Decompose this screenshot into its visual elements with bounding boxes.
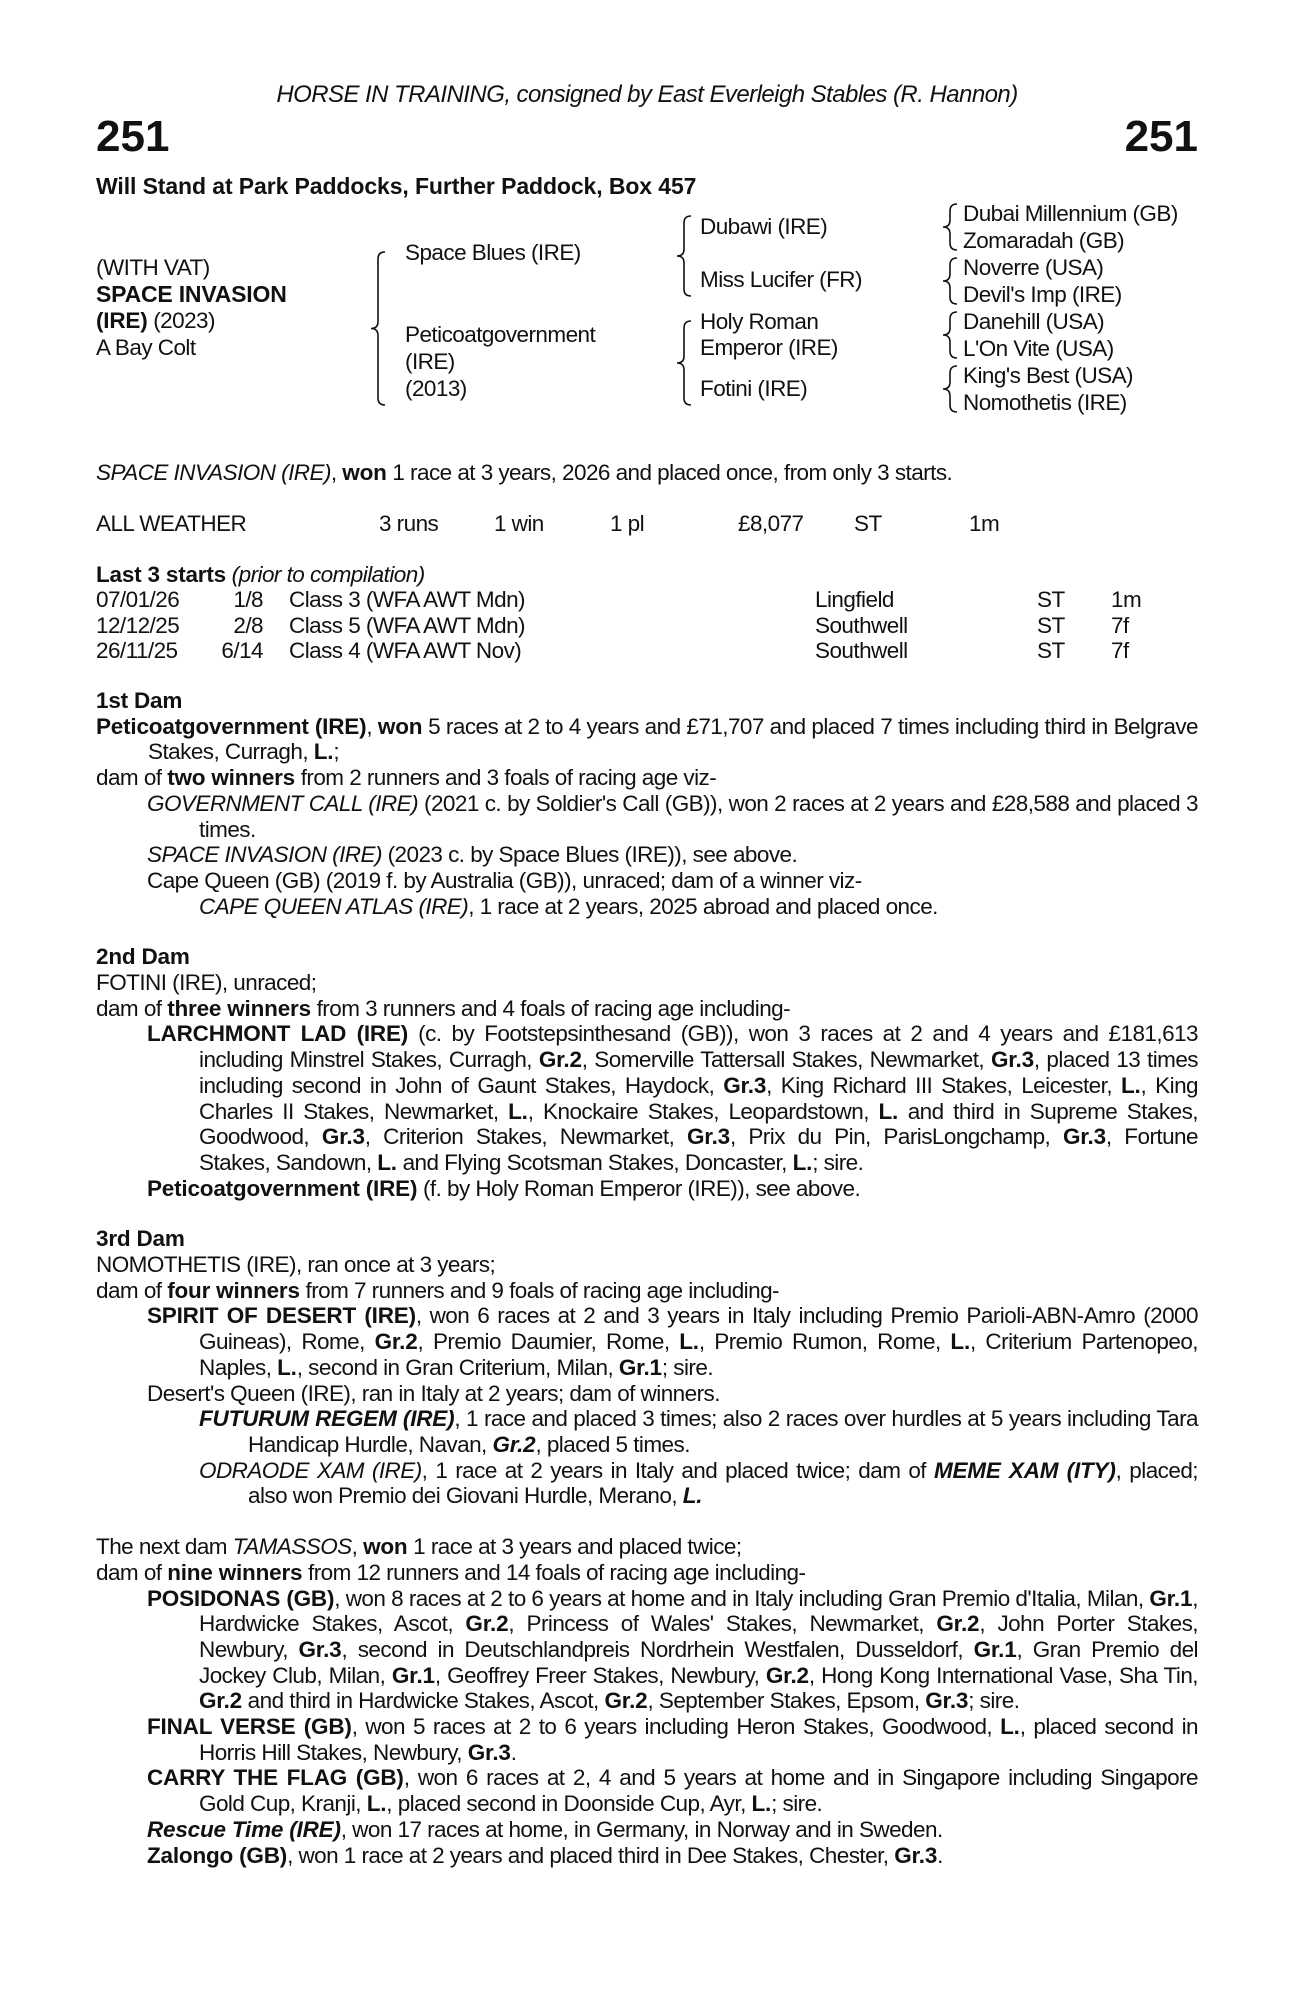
start-going: ST — [1037, 638, 1065, 663]
gen3-ancestor: L'On Vite (USA) — [963, 336, 1114, 361]
text-run: , King Richard III Stakes, Leicester, — [766, 1072, 1121, 1098]
pedigree-entry — [96, 970, 1198, 996]
text-run: , placed 5 times. — [535, 1431, 690, 1457]
text-run: two winners — [167, 765, 295, 791]
horse-description: A Bay Colt — [96, 335, 196, 360]
pedigree-entry — [96, 1021, 1198, 1175]
text-run: SPACE INVASION (IRE) — [96, 460, 331, 485]
text-run: 5 races at 2 to 4 years and £71,707 and placed 7 times including third in Belgrave Stakes, Curragh, — [148, 713, 1198, 765]
text-run: won — [377, 713, 423, 739]
text-run: , won 17 races at home, in Germany, in Norway and in Sweden. — [340, 1816, 943, 1842]
text-run: , Geoffrey Freer Stakes, Newbury, — [434, 1662, 766, 1688]
text-run: CARRY THE FLAG (GB) — [147, 1765, 404, 1791]
pedigree-entry — [96, 1765, 1198, 1816]
text-run: , Premio Daumier, Rome, — [417, 1329, 680, 1355]
text-run: ; — [333, 739, 340, 765]
text-run: , Somerville Tattersall Stakes, Newmarket, — [581, 1047, 991, 1073]
text-run: . — [510, 1739, 517, 1765]
text-run: from 2 runners and 3 foals of racing age viz- — [295, 765, 717, 791]
text-run: , John Porter Stakes, Newbury, — [199, 1611, 1198, 1662]
text-run: (2021 c. by Soldier's Call (GB)), won 2 races at 2 years and £28,588 and placed 3 times. — [199, 790, 1198, 842]
text-run: FUTURUM REGEM (IRE) — [199, 1406, 455, 1432]
gen3-ancestor: Dubai Millennium (GB) — [963, 201, 1178, 226]
text-run: L. — [277, 1354, 297, 1380]
text-run: nine winners — [167, 1559, 303, 1585]
dam-heading: 1st Dam — [96, 688, 183, 713]
text-run: , Hong Kong International Vase, Sha Tin, — [808, 1662, 1198, 1688]
sire-sire: Dubawi (IRE) — [700, 214, 828, 239]
text-run: dam of — [96, 765, 168, 791]
record-prize: £8,077 — [738, 511, 804, 536]
text-run: , placed; also won Premio dei Giovani Hurdle, Merano, — [248, 1457, 1198, 1509]
pedigree-entry — [96, 1817, 1198, 1843]
pedigree-entry — [96, 1381, 1198, 1407]
text-run: dam of — [96, 1277, 168, 1303]
text-run: , — [330, 460, 343, 485]
text-run: CAPE QUEEN ATLAS (IRE) — [199, 893, 469, 919]
pedigree-entry — [96, 1176, 1198, 1202]
sire-dam: Miss Lucifer (FR) — [700, 267, 862, 292]
dam-sire-line-1: Holy Roman — [700, 309, 819, 334]
last-starts-title: Last 3 starts — [96, 562, 226, 587]
text-run: , Fortune Stakes, Sandown, — [199, 1124, 1198, 1175]
pedigree-entry — [96, 714, 1198, 765]
start-date: 26/11/25 — [96, 638, 178, 663]
start-date: 07/01/26 — [96, 587, 180, 612]
text-run: , won 5 races at 2 to 6 years including Heron Stakes, Goodwood, — [351, 1714, 1001, 1740]
text-run: four winners — [167, 1277, 300, 1303]
text-run: , — [366, 713, 378, 739]
text-run: Gr.3 — [1062, 1124, 1106, 1150]
text-run: (2023 c. by Space Blues (IRE)), see above. — [381, 842, 798, 868]
lot-number-right: 251 — [1124, 112, 1198, 161]
text-run: NOMOTHETIS (IRE), ran once at 3 years; — [96, 1252, 496, 1278]
pedigree-entry — [96, 765, 1198, 791]
record-going: ST — [854, 511, 882, 536]
text-run: , placed second in Horris Hill Stakes, Newbury, — [199, 1714, 1198, 1765]
pedigree-entry — [96, 1534, 1198, 1560]
text-run: Gr.3 — [467, 1739, 511, 1765]
dam-heading: 3rd Dam — [96, 1226, 185, 1252]
text-run: Desert's Queen (IRE), ran in Italy at 2 years; dam of winners. — [147, 1380, 720, 1406]
text-run: , Knockaire Stakes, Leopardstown, — [527, 1098, 879, 1124]
text-run: ; sire. — [812, 1149, 864, 1175]
text-run: dam of — [96, 1559, 168, 1585]
brace-gen3-2 — [943, 312, 957, 358]
text-run: three winners — [167, 995, 311, 1021]
text-run: MEME XAM (ITY) — [933, 1457, 1116, 1483]
text-run: ; sire. — [968, 1688, 1020, 1714]
gen3-ancestor: Zomaradah (GB) — [963, 228, 1125, 253]
text-run: L. — [366, 1791, 387, 1817]
text-run: (f. by Holy Roman Emperor (IRE)), see above. — [417, 1175, 861, 1201]
text-run: ODRAODE XAM (IRE) — [199, 1457, 422, 1483]
record-distance: 1m — [969, 511, 1000, 536]
text-run: , Criterion Stakes, Newmarket, — [364, 1124, 687, 1150]
pedigree-entry — [96, 1303, 1198, 1380]
text-run: Peticoatgovernment (IRE) — [147, 1175, 418, 1201]
text-run: LARCHMONT LAD (IRE) — [147, 1021, 409, 1047]
text-run: ; sire. — [771, 1791, 823, 1817]
text-run: L. — [878, 1098, 899, 1124]
text-run: POSIDONAS (GB) — [147, 1585, 335, 1611]
start-course: Southwell — [815, 638, 908, 663]
dam-section — [96, 688, 1198, 919]
text-run: L. — [682, 1483, 703, 1509]
text-run: . — [937, 1842, 943, 1868]
text-run: L. — [1000, 1714, 1020, 1740]
text-run: Gr.1 — [1149, 1585, 1193, 1611]
text-run: Gr.3 — [321, 1124, 365, 1150]
pedigree-entry — [96, 996, 1198, 1022]
text-run: L. — [313, 739, 334, 765]
text-run: Gr.2 — [492, 1431, 536, 1457]
vat-note: (WITH VAT) — [96, 255, 210, 280]
brace-gen3-3 — [943, 366, 957, 412]
pedigree-entry — [96, 1406, 1198, 1457]
start-dist: 7f — [1111, 612, 1129, 638]
horse-year: (2023) — [153, 308, 215, 333]
race-summary — [96, 460, 952, 486]
text-run: , Premio Rumon, Rome, — [698, 1329, 951, 1355]
start-race: Class 4 (WFA AWT Nov) — [289, 638, 522, 663]
text-run: Gr.2 — [465, 1611, 509, 1637]
text-run: SPIRIT OF DESERT (IRE) — [147, 1303, 416, 1329]
text-run: , won 8 races at 2 to 6 years at home and in Italy including Gran Premio d'Italia, Milan, — [334, 1585, 1150, 1611]
text-run: and third in Hardwicke Stakes, Ascot, — [241, 1688, 605, 1714]
text-run: , — [351, 1534, 364, 1560]
brace-parents — [371, 252, 385, 405]
start-pos: 6/14 — [221, 638, 263, 663]
text-run: , Gran Premio del Jockey Club, Milan, — [199, 1636, 1198, 1688]
text-run: Gr.3 — [990, 1047, 1034, 1073]
gen3-ancestor: Noverre (USA) — [963, 255, 1104, 280]
text-run: Gr.3 — [723, 1072, 767, 1098]
start-dist: 7f — [1111, 638, 1129, 663]
start-race: Class 5 (WFA AWT Mdn) — [289, 612, 525, 638]
pedigree-entry — [96, 791, 1198, 842]
text-run: Gr.3 — [925, 1688, 969, 1714]
text-run: Gr.2 — [604, 1688, 648, 1714]
pedigree-entry — [96, 1586, 1198, 1715]
sire: Space Blues (IRE) — [405, 240, 581, 265]
text-run: , King Charles II Stakes, Newmarket, — [199, 1072, 1198, 1124]
pedigree-entry — [96, 842, 1198, 868]
brace-sire-parents — [677, 216, 691, 296]
dam-line-1: Peticoatgovernment — [405, 322, 596, 347]
text-run: Gr.2 — [765, 1662, 809, 1688]
pedigree-entry — [96, 1560, 1198, 1586]
text-run: Gr.1 — [618, 1354, 662, 1380]
dam-section — [96, 1534, 1198, 1868]
text-run: SPACE INVASION (IRE) — [147, 842, 382, 868]
dam-heading: 2nd Dam — [96, 944, 190, 970]
text-run: from 7 runners and 9 foals of racing age including- — [299, 1277, 780, 1303]
text-run: won — [363, 1534, 408, 1560]
start-going: ST — [1037, 612, 1065, 638]
text-run: Gr.2 — [538, 1047, 582, 1073]
brace-gen3-1 — [943, 258, 957, 304]
text-run: L. — [679, 1329, 699, 1355]
text-run: Peticoatgovernment (IRE) — [96, 713, 367, 739]
text-run: The next dam — [96, 1534, 233, 1560]
start-going: ST — [1037, 587, 1065, 612]
gen3-ancestor: Devil's Imp (IRE) — [963, 282, 1122, 307]
gen3-ancestor: King's Best (USA) — [963, 363, 1134, 388]
pedigree-entry — [96, 1714, 1198, 1765]
gen3-ancestor: Nomothetis (IRE) — [963, 390, 1127, 415]
text-run: Rescue Time (IRE) — [147, 1816, 341, 1842]
text-run: L. — [377, 1149, 397, 1175]
text-run: , September Stakes, Epsom, — [647, 1688, 926, 1714]
horse-name: SPACE INVASION — [96, 281, 287, 307]
stand-location: Will Stand at Park Paddocks, Further Paddock, Box 457 — [96, 173, 697, 199]
text-run: , Criterium Partenopeo, Naples, — [199, 1329, 1198, 1380]
text-run: Zalongo (GB) — [147, 1842, 288, 1868]
text-run: Gr.2 — [199, 1688, 242, 1714]
text-run: TAMASSOS — [232, 1534, 352, 1560]
text-run: , 1 race at 2 years in Italy and placed twice; dam of — [421, 1457, 934, 1483]
text-run: , won 6 races at 2, 4 and 5 years at home and in Singapore including Singapore Gold Cup, Kranji, — [199, 1765, 1198, 1817]
text-run: , Princess of Wales' Stakes, Newmarket, — [508, 1611, 937, 1637]
text-run: , won 6 races at 2 and 3 years in Italy including Premio Parioli-ABN-Amro (2000 Guineas), Rome, — [199, 1303, 1198, 1355]
brace-dam-parents — [677, 321, 691, 405]
start-dist: 1m — [1111, 587, 1142, 612]
brace-gen3-0 — [943, 204, 957, 250]
text-run: , second in Gran Criterium, Milan, — [296, 1354, 619, 1380]
dam-line-2: (IRE) — [405, 349, 455, 374]
pedigree-notes — [96, 688, 1198, 1893]
text-run: , placed second in Doonside Cup, Ayr, — [386, 1791, 752, 1817]
text-run: won — [342, 460, 387, 485]
text-run: , placed 13 times including second in John of Gaunt Stakes, Haydock, — [199, 1047, 1198, 1098]
text-run: L. — [751, 1791, 772, 1817]
text-run: FOTINI (IRE), unraced; — [96, 970, 317, 996]
text-run: GOVERNMENT CALL (IRE) — [147, 790, 419, 816]
text-run: , second in Deutschlandpreis Nordrhein Westfalen, Dusseldorf, — [341, 1636, 974, 1662]
start-pos: 2/8 — [233, 612, 263, 638]
start-pos: 1/8 — [233, 587, 263, 612]
dam-line-3: (2013) — [405, 376, 467, 401]
record-places: 1 pl — [610, 511, 645, 536]
pedigree-entry — [96, 1843, 1198, 1869]
text-run: Gr.1 — [973, 1636, 1017, 1662]
record-runs: 3 runs — [379, 511, 439, 536]
text-run: from 3 runners and 4 foals of racing age including- — [310, 995, 791, 1021]
text-run: Cape Queen (GB) (2019 f. by Australia (GB)), unraced; dam of a winner viz- — [147, 867, 862, 893]
text-run: and Flying Scotsman Stakes, Doncaster, — [396, 1149, 793, 1175]
gen3-ancestor: Danehill (USA) — [963, 309, 1105, 334]
pedigree-chart — [0, 0, 1315, 440]
horse-suffix: (IRE) — [96, 308, 148, 333]
text-run: , won 1 race at 2 years and placed third in Dee Stakes, Chester, — [287, 1842, 895, 1868]
text-run: , Prix du Pin, ParisLongchamp, — [729, 1124, 1063, 1150]
text-run: L. — [792, 1149, 813, 1175]
dam-section — [96, 1226, 1198, 1509]
text-run: (c. by Footstepsinthesand (GB)), won 3 races at 2 and 4 years and £181,613 including Minstrel Stakes, Curragh, — [199, 1021, 1198, 1073]
last-starts-heading — [96, 562, 425, 588]
text-run: FINAL VERSE (GB) — [147, 1714, 352, 1740]
start-race: Class 3 (WFA AWT Mdn) — [289, 587, 525, 612]
consignment-heading: HORSE IN TRAINING, consigned by East Everleigh Stables (R. Hannon) — [276, 81, 1018, 108]
text-run: Gr.3 — [298, 1636, 342, 1662]
text-run: L. — [508, 1098, 528, 1124]
start-date: 12/12/25 — [96, 612, 180, 638]
text-run: Gr.1 — [391, 1662, 435, 1688]
text-run: 1 race at 3 years and placed twice; — [407, 1534, 742, 1560]
text-run: from 12 runners and 14 foals of racing age including- — [302, 1559, 806, 1585]
last-starts-note: (prior to compilation) — [231, 562, 425, 587]
text-run: L. — [950, 1329, 971, 1355]
dam-section — [96, 944, 1198, 1201]
text-run: Gr.2 — [936, 1611, 980, 1637]
text-run: Gr.2 — [374, 1329, 418, 1355]
pedigree-entry — [96, 1252, 1198, 1278]
text-run: Gr.3 — [894, 1842, 938, 1868]
text-run: dam of — [96, 995, 168, 1021]
pedigree-entry — [96, 868, 1198, 894]
text-run: L. — [1120, 1072, 1141, 1098]
pedigree-entry — [96, 1278, 1198, 1304]
text-run: and third in Supreme Stakes, Goodwood, — [199, 1098, 1198, 1150]
text-run: 1 race at 3 years, 2026 and placed once, from only 3 starts. — [386, 460, 953, 485]
lot-number-left: 251 — [96, 112, 170, 161]
record-surface: ALL WEATHER — [96, 511, 247, 536]
start-course: Southwell — [815, 612, 908, 638]
pedigree-entry — [96, 894, 1198, 920]
dam-dam: Fotini (IRE) — [700, 376, 808, 401]
text-run: ; sire. — [661, 1354, 714, 1380]
start-course: Lingfield — [815, 587, 894, 612]
text-run: Gr.3 — [686, 1124, 730, 1150]
record-wins: 1 win — [494, 511, 544, 536]
text-run: , 1 race at 2 years, 2025 abroad and placed once. — [468, 893, 938, 919]
pedigree-entry — [96, 1458, 1198, 1509]
dam-sire-line-2: Emperor (IRE) — [700, 335, 838, 360]
text-run: , Hardwicke Stakes, Ascot, — [199, 1585, 1198, 1637]
text-run: , 1 race and placed 3 times; also 2 races over hurdles at 5 years including Tara Handicap Hurdle, Navan, — [248, 1406, 1198, 1457]
